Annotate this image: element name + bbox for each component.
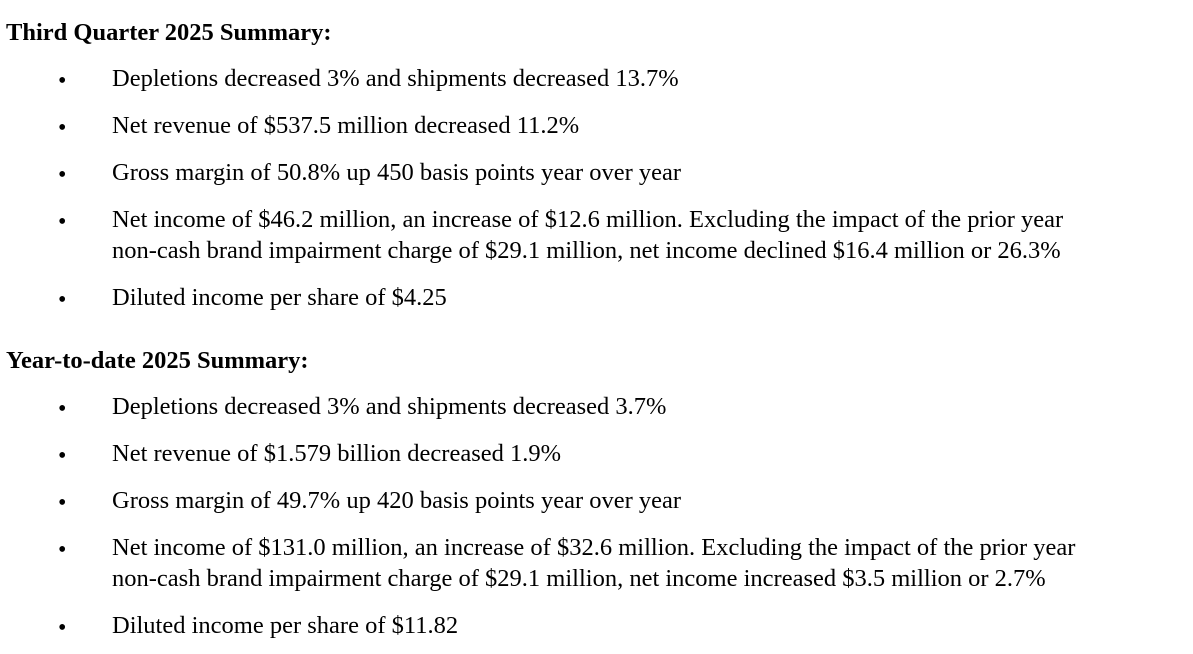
summary-item-q3-depletions [112,64,679,95]
bullet-icon: • [58,490,67,516]
bullet-icon: • [58,115,67,141]
summary-line: Diluted income per share of $11.82 [112,612,459,639]
summary-line: Net income of $131.0 million, an increase of $32.6 million. Excluding the impact of the prior year [112,534,1076,561]
bullet-icon: • [58,68,67,94]
summary-item-ytd-gross-margin [112,486,681,517]
summary-line: Net revenue of $537.5 million decreased 11.2% [112,112,580,139]
summary-line: non-cash brand impairment charge of $29.1 million, net income increased $3.5 million or 2.7% [112,564,1046,592]
summary-line: Gross margin of 49.7% up 420 basis points year over year [112,487,682,514]
bullet-icon: • [58,162,67,188]
summary-item-q3-net-income [112,205,1063,266]
section-title-third-quarter: Third Quarter 2025 Summary: [6,19,332,46]
bullet-icon: • [58,615,67,641]
summary-line: Depletions decreased 3% and shipments decreased 3.7% [112,393,667,420]
summary-item-ytd-depletions [112,392,666,423]
bullet-icon: • [58,443,67,469]
bullet-icon: • [58,209,67,235]
summary-line: non-cash brand impairment charge of $29.1 million, net income declined $16.4 million or 26.3% [112,236,1061,264]
section-title-year-to-date: Year-to-date 2025 Summary: [6,347,309,374]
summary-item-q3-net-revenue [112,111,579,142]
summary-item-ytd-net-revenue [112,439,561,470]
summary-line: Net income of $46.2 million, an increase of $12.6 million. Excluding the impact of the prior year [112,206,1064,233]
bullet-icon: • [58,396,67,422]
summary-line: Net revenue of $1.579 billion decreased 1.9% [112,440,562,467]
bullet-icon: • [58,287,67,313]
summary-item-q3-diluted-eps [112,283,447,314]
summary-line: Depletions decreased 3% and shipments decreased 13.7% [112,65,679,92]
summary-item-q3-gross-margin [112,158,681,189]
summary-line: Diluted income per share of $4.25 [112,284,447,311]
summary-line: Gross margin of 50.8% up 450 basis points year over year [112,159,682,186]
summary-item-ytd-net-income [112,533,1075,594]
summary-item-ytd-diluted-eps [112,611,458,642]
bullet-icon: • [58,537,67,563]
